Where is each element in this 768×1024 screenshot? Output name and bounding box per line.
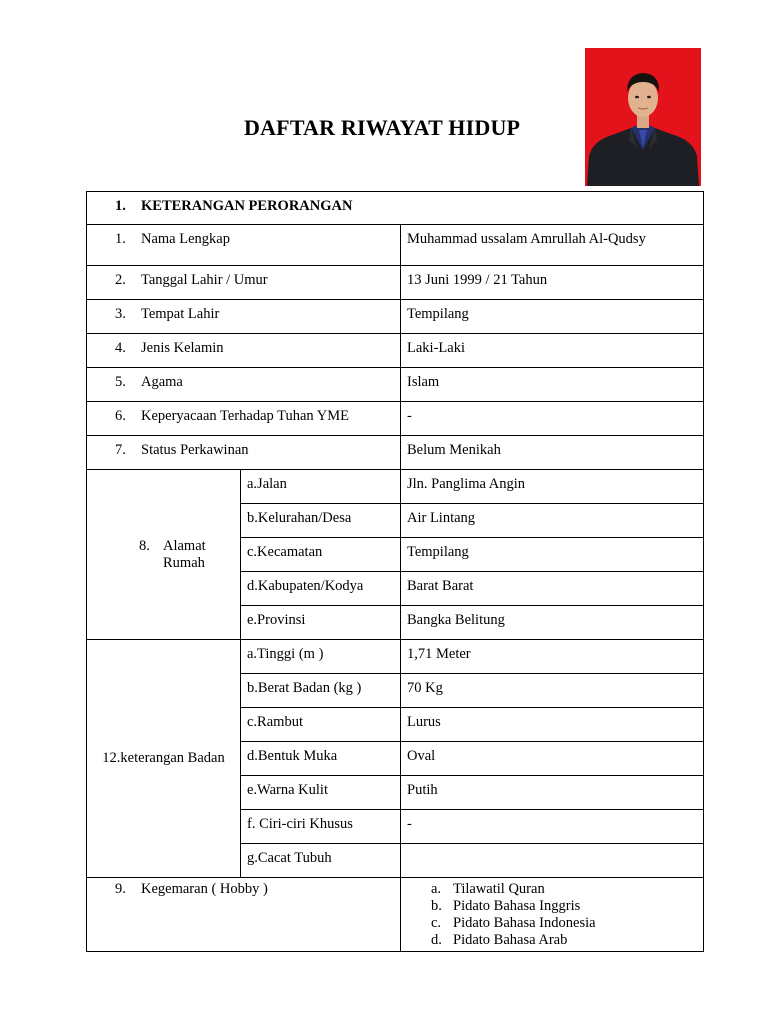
field-label-bentuk-muka: d.Bentuk Muka (247, 748, 338, 764)
page-title: DAFTAR RIWAYAT HIDUP (244, 115, 521, 140)
field-value-status-perkawinan: Belum Menikah (407, 442, 501, 458)
row-number: 9. (115, 881, 126, 897)
list-item-text: Pidato Bahasa Indonesia (453, 915, 596, 931)
field-value-tempat-lahir: Tempilang (407, 306, 469, 322)
row-number: 2. (115, 272, 126, 288)
alamat-group-label (87, 538, 240, 572)
row-number: 4. (115, 340, 126, 356)
list-item-text: Pidato Bahasa Arab (453, 932, 568, 948)
field-value-kelurahan: Air Lintang (407, 510, 476, 526)
section-number: 1. (115, 198, 126, 214)
section-header-row (87, 192, 704, 225)
field-label-jenis-kelamin: Jenis Kelamin (141, 340, 224, 356)
field-value-rambut: Lurus (407, 714, 441, 730)
table-row (87, 878, 704, 952)
list-item-text: Pidato Bahasa Inggris (453, 898, 581, 914)
field-label-agama: Agama (141, 374, 183, 390)
field-value-warna-kulit: Putih (407, 782, 438, 798)
field-value-jalan: Jln. Panglima Angin (407, 476, 526, 492)
table-row (87, 300, 704, 334)
field-value-bentuk-muka: Oval (407, 748, 436, 764)
profile-photo (585, 48, 701, 186)
badan-group-label: 12.keterangan Badan (102, 750, 225, 766)
field-value-kepercayaan: - (407, 408, 412, 424)
list-item (431, 898, 703, 915)
field-label-kecamatan: c.Kecamatan (247, 544, 323, 560)
table-row (87, 436, 704, 470)
section-title: KETERANGAN PERORANGAN (141, 198, 353, 214)
row-number: 6. (115, 408, 126, 424)
section-header (87, 192, 703, 215)
row-number: 3. (115, 306, 126, 322)
biodata-table (86, 191, 704, 952)
table-row (87, 368, 704, 402)
list-item (431, 932, 703, 949)
table-row (87, 334, 704, 368)
table-row (87, 470, 704, 504)
row-number: 1. (115, 231, 126, 247)
field-label-cacat-tubuh: g.Cacat Tubuh (247, 850, 332, 866)
field-value-tanggal-lahir: 13 Juni 1999 / 21 Tahun (407, 272, 548, 288)
field-value-ciri-khusus: - (407, 816, 412, 832)
list-item-text: Tilawatil Quran (453, 881, 545, 897)
table-row (87, 640, 704, 674)
field-label-kabupaten: d.Kabupaten/Kodya (247, 578, 364, 594)
list-letter: d. (431, 932, 442, 948)
table-row (87, 266, 704, 300)
list-letter: a. (431, 881, 442, 897)
hobby-list (401, 878, 703, 951)
row-number: 5. (115, 374, 126, 390)
field-value-cacat-tubuh (401, 844, 703, 850)
field-label-nama: Nama Lengkap (141, 231, 230, 247)
field-label-warna-kulit: e.Warna Kulit (247, 782, 328, 798)
field-value-kecamatan: Tempilang (407, 544, 469, 560)
field-label-berat: b.Berat Badan (kg ) (247, 680, 362, 696)
field-label-provinsi: e.Provinsi (247, 612, 306, 628)
list-letter: c. (431, 915, 442, 931)
field-label-jalan: a.Jalan (247, 476, 287, 492)
field-label-status-perkawinan: Status Perkawinan (141, 442, 249, 458)
row-number: 7. (115, 442, 126, 458)
row-number: 8. (139, 537, 150, 554)
field-value-jenis-kelamin: Laki-Laki (407, 340, 465, 356)
field-value-kabupaten: Barat Barat (407, 578, 474, 594)
table-row (87, 402, 704, 436)
field-value-tinggi: 1,71 Meter (407, 646, 471, 662)
list-item (431, 915, 703, 932)
alamat-label-line2: Rumah (163, 554, 205, 571)
list-letter: b. (431, 898, 442, 914)
alamat-label-line1: Alamat (163, 537, 206, 554)
field-value-berat: 70 Kg (407, 680, 443, 696)
field-label-rambut: c.Rambut (247, 714, 303, 730)
person-photo-icon (585, 48, 701, 186)
field-label-tempat-lahir: Tempat Lahir (141, 306, 220, 322)
field-label-hobby: Kegemaran ( Hobby ) (141, 881, 268, 897)
field-value-provinsi: Bangka Belitung (407, 612, 505, 628)
table-row (87, 225, 704, 266)
field-value-agama: Islam (407, 374, 440, 390)
field-label-kepercayaan: Keperyacaan Terhadap Tuhan YME (141, 408, 349, 424)
field-label-tinggi: a.Tinggi (m ) (247, 646, 324, 662)
field-label-ciri-khusus: f. Ciri-ciri Khusus (247, 816, 353, 832)
list-item (431, 881, 703, 898)
field-value-nama: Muhammad ussalam Amrullah Al-Qudsy (407, 231, 646, 247)
field-label-kelurahan: b.Kelurahan/Desa (247, 510, 352, 526)
field-label-tanggal-lahir: Tanggal Lahir / Umur (141, 272, 268, 288)
